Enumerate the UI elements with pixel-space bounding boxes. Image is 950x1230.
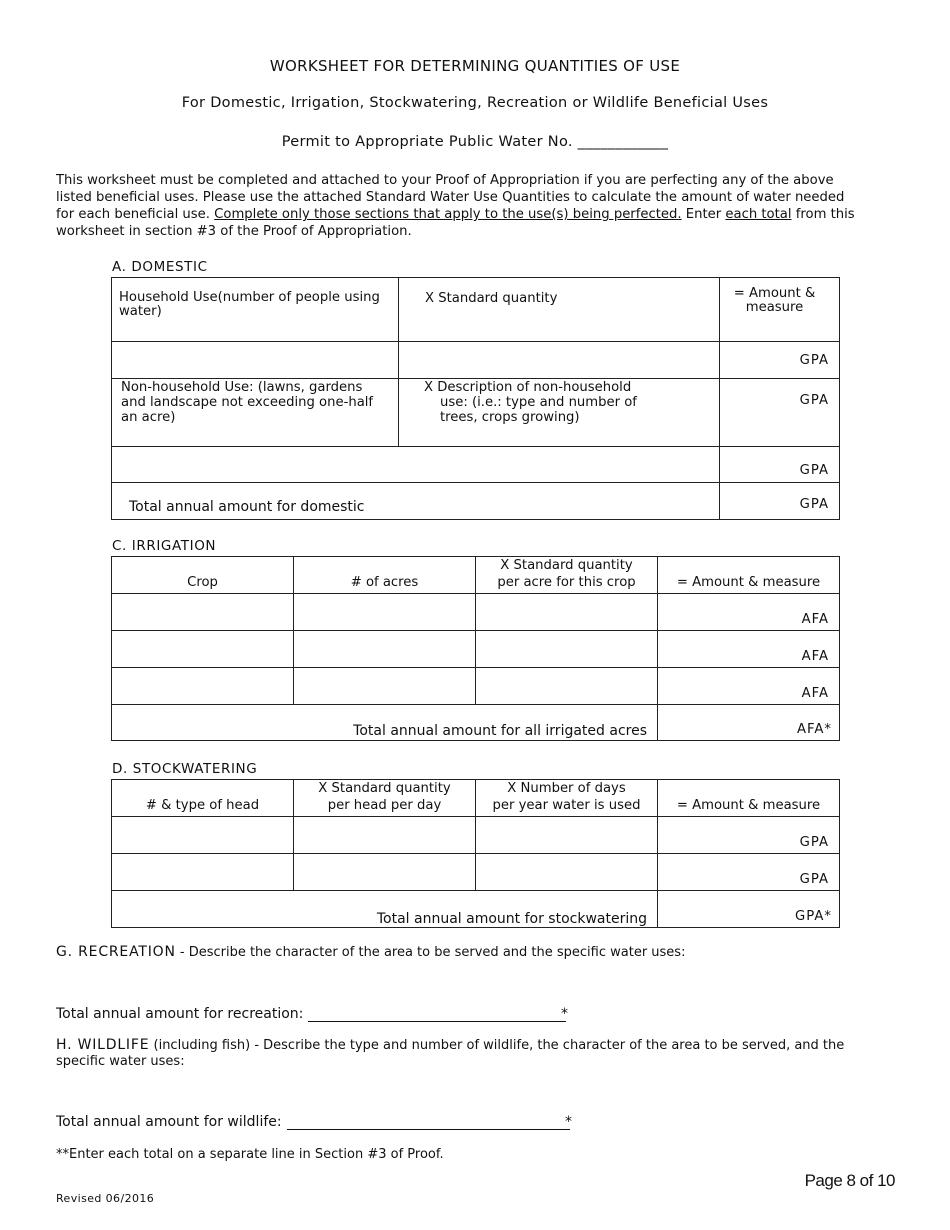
acres-input[interactable]	[294, 668, 476, 705]
nonhousehold-description-label: X Description of non-household use: (i.e.: type and number of trees, crops growing)	[399, 379, 720, 447]
head-type-input[interactable]	[112, 817, 294, 854]
revised-date: Revised 06/2016	[56, 1192, 155, 1205]
crop-input[interactable]	[112, 668, 294, 705]
household-use-header: Household Use(number of people using water)	[112, 278, 399, 342]
acres-input[interactable]	[294, 631, 476, 668]
standard-quantity-input[interactable]	[476, 668, 658, 705]
domestic-total-label: Total annual amount for domestic	[112, 483, 720, 520]
crop-input[interactable]	[112, 631, 294, 668]
irrigation-section-label: C. IRRIGATION	[112, 538, 217, 554]
wildlife-total-input[interactable]	[287, 1129, 570, 1130]
intro-underline-each-total: each total	[725, 207, 792, 222]
nonhousehold-description-input[interactable]	[112, 447, 720, 483]
crop-header: Crop	[112, 557, 294, 594]
nonhousehold-total-input[interactable]: GPA	[720, 447, 840, 483]
standard-quantity-input[interactable]	[476, 594, 658, 631]
stockwatering-amount-input[interactable]: GPA	[658, 817, 840, 854]
amount-measure-header: = Amount & measure	[720, 278, 840, 342]
irrigation-amount-input[interactable]: AFA	[658, 668, 840, 705]
page-title: WORKSHEET FOR DETERMINING QUANTITIES OF USE	[269, 57, 681, 75]
recreation-asterisk: *	[561, 1006, 568, 1022]
page-number: Page 8 of 10	[804, 1171, 895, 1190]
intro-text-enter: Enter	[681, 207, 726, 222]
crop-input[interactable]	[112, 594, 294, 631]
head-quantity-input[interactable]	[294, 817, 476, 854]
days-input[interactable]	[476, 817, 658, 854]
wildlife-description: (including fish) - Describe the type and number of wildlife, the character of the area to be served, and the specific water uses:	[56, 1038, 845, 1069]
irrigation-table	[111, 556, 840, 741]
recreation-total-label: Total annual amount for recreation:	[56, 1006, 304, 1022]
acres-header: # of acres	[294, 557, 476, 594]
page-subtitle: For Domestic, Irrigation, Stockwatering, Recreation or Wildlife Beneficial Uses	[181, 95, 769, 111]
head-quantity-input[interactable]	[294, 854, 476, 891]
irrigation-total-input[interactable]: AFA*	[658, 705, 840, 741]
standard-quantity-acre-header: X Standard quantity per acre for this crop	[476, 557, 658, 594]
irrigation-total-label: Total annual amount for all irrigated acres	[112, 705, 658, 741]
recreation-description: - Describe the character of the area to be served and the specific water uses:	[175, 945, 686, 960]
footer-note: **Enter each total on a separate line in Section #3 of Proof.	[56, 1147, 444, 1162]
wildlife-total-label: Total annual amount for wildlife:	[56, 1114, 282, 1130]
household-quantity-input[interactable]	[399, 342, 720, 379]
number-of-days-header: X Number of days per year water is used	[476, 780, 658, 817]
nonhousehold-use-label: Non-household Use: (lawns, gardens and landscape not exceeding one-half an acre)	[112, 379, 399, 447]
permit-number-line: Permit to Appropriate Public Water No. ____________	[281, 134, 669, 150]
intro-paragraph	[56, 172, 866, 240]
standard-quantity-header: X Standard quantity	[399, 278, 720, 342]
household-amount-input[interactable]: GPA	[720, 342, 840, 379]
head-type-input[interactable]	[112, 854, 294, 891]
intro-text-end: from this worksheet in section #3 of the Proof of Appropriation.	[56, 207, 855, 239]
recreation-section	[56, 944, 685, 960]
irrigation-amount-header: = Amount & measure	[658, 557, 840, 594]
irrigation-amount-input[interactable]: AFA	[658, 631, 840, 668]
stockwatering-total-label: Total annual amount for stockwatering	[112, 891, 658, 928]
standard-quantity-head-header: X Standard quantity per head per day	[294, 780, 476, 817]
wildlife-section-label: H. WILDLIFE	[56, 1037, 150, 1053]
domestic-section-label: A. DOMESTIC	[112, 259, 208, 275]
household-people-input[interactable]	[112, 342, 399, 379]
stockwatering-total-input[interactable]: GPA*	[658, 891, 840, 928]
recreation-section-label: G. RECREATION	[56, 944, 176, 960]
intro-underline-sections: Complete only those sections that apply to the use(s) being perfected.	[214, 207, 682, 222]
stockwatering-table	[111, 779, 840, 928]
domestic-table	[111, 277, 840, 520]
wildlife-section	[56, 1037, 856, 1070]
stockwatering-amount-input[interactable]: GPA	[658, 854, 840, 891]
domestic-total-input[interactable]: GPA	[720, 483, 840, 520]
acres-input[interactable]	[294, 594, 476, 631]
stockwatering-section-label: D. STOCKWATERING	[112, 761, 258, 777]
intro-text: This worksheet must be completed and attached to your Proof of Appropriation if you are perfecting any of the above listed beneficial uses. Please use the attached Standard Water Use Quantities to calculate the amount of water needed for each beneficial use.	[56, 173, 845, 222]
stockwatering-amount-header: = Amount & measure	[658, 780, 840, 817]
nonhousehold-amount-input[interactable]: GPA	[720, 379, 840, 447]
days-input[interactable]	[476, 854, 658, 891]
recreation-total-input[interactable]	[308, 1021, 566, 1022]
wildlife-asterisk: *	[565, 1114, 572, 1130]
standard-quantity-input[interactable]	[476, 631, 658, 668]
irrigation-amount-input[interactable]: AFA	[658, 594, 840, 631]
head-type-header: # & type of head	[112, 780, 294, 817]
